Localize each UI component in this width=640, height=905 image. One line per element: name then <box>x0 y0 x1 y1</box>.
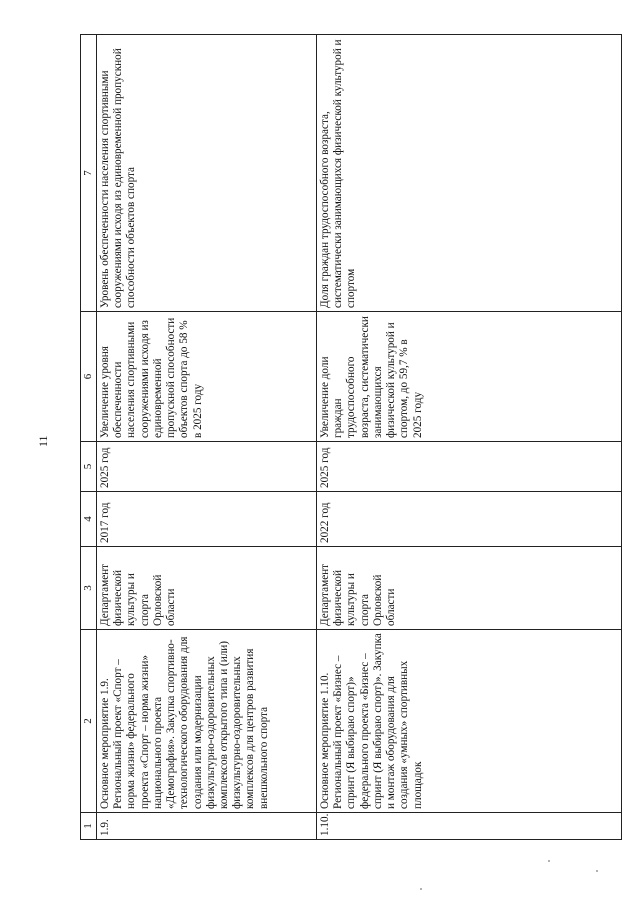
event-cell: Основное мероприятие 1.10. Региональный проект «Бизнес – спринт (Я выбираю спорт)» федерального проекта «Бизнес – спринт (Я выбираю спорт)». Закупка и монтаж оборудования для создания «умных» спортивных площадок <box>316 630 621 813</box>
table-header-row <box>81 35 97 840</box>
end-year-cell: 2025 год <box>96 442 316 492</box>
start-year-cell: 2017 год <box>96 492 316 547</box>
scan-speck <box>548 860 550 862</box>
column-header: 5 <box>81 442 97 492</box>
end-year-cell: 2025 год <box>316 442 621 492</box>
scan-speck <box>596 870 598 872</box>
column-header: 1 <box>81 813 97 840</box>
row-number-cell: 1.10. <box>316 813 621 840</box>
scan-speck <box>420 888 422 890</box>
column-header: 3 <box>81 547 97 630</box>
executor-cell: Департамент физической культуры и спорта Орловской области <box>96 547 316 630</box>
table-row <box>96 35 316 840</box>
event-cell: Основное мероприятие 1.9. Региональный проект «Спорт – норма жизни» федерального проекта «Спорт – норма жизни» национального проекта «Демография». Закупка спортивно-технологического оборудования для создания или модернизации физкультурно-оздоровительных комплексов открытого типа и (или) физкультурно-оздоровительных комплексов для центров развития внешкольного спорта <box>96 630 316 813</box>
column-header: 4 <box>81 492 97 547</box>
result-cell: Увеличение уровня обеспеченности населения спортивными сооружениями исходя из единовременной пропускной способности объектов спорта до 58 % в 2025 году <box>96 312 316 442</box>
row-number-cell: 1.9. <box>96 813 316 840</box>
page-number: 11 <box>36 435 50 447</box>
rotated-table-container <box>80 39 625 840</box>
program-table <box>80 34 622 840</box>
column-header: 6 <box>81 312 97 442</box>
indicator-cell: Доля граждан трудоспособного возраста, систематически занимающихся физической культурой и спортом <box>316 35 621 312</box>
executor-cell: Департамент физической культуры и спорта Орловской области <box>316 547 621 630</box>
column-header: 2 <box>81 630 97 813</box>
column-header: 7 <box>81 35 97 312</box>
table-row <box>316 35 621 840</box>
result-cell: Увеличение доли граждан трудоспособного возраста, систематически занимающихся физической культурой и спортом, до 59,7 % в 2025 году <box>316 312 621 442</box>
indicator-cell: Уровень обеспеченности населения спортивными сооружениями исходя из единовременной пропускной способности объектов спорта <box>96 35 316 312</box>
start-year-cell: 2022 год <box>316 492 621 547</box>
